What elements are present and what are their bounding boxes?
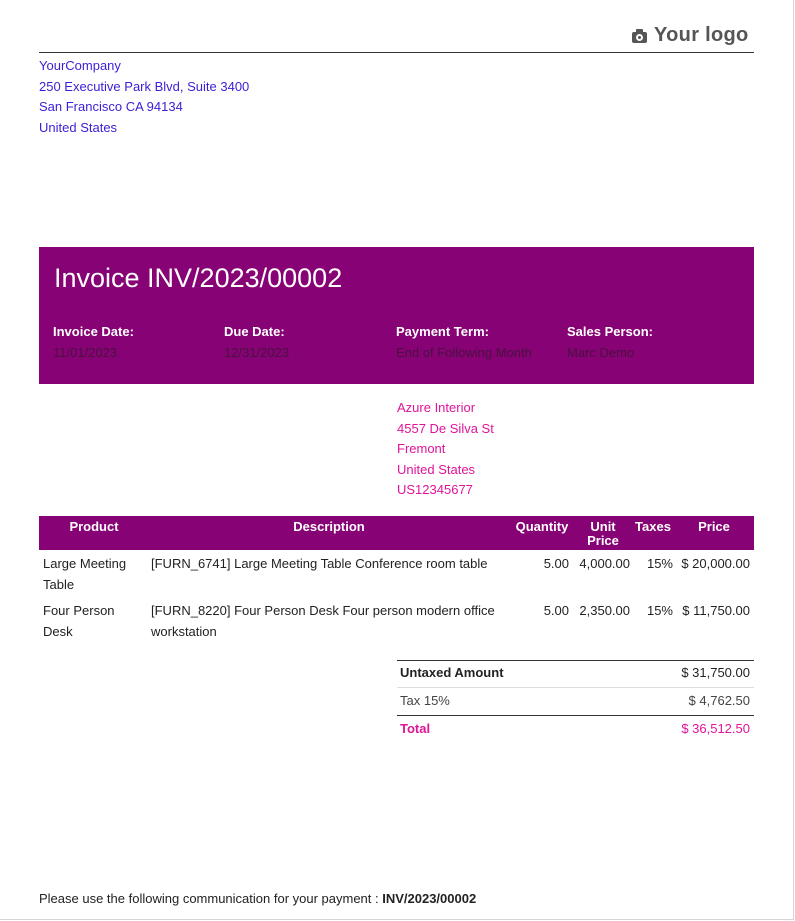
payment-term-label: Payment Term: <box>396 324 489 339</box>
row-description-line1: [FURN_8220] Four Person Desk Four person modern office <box>151 603 495 618</box>
row-product-line2: Table <box>43 577 75 592</box>
column-header-unit-price <box>576 520 630 548</box>
column-header-description: Description <box>293 519 365 534</box>
payment-reference: INV/2023/00002 <box>382 891 477 906</box>
totals-divider-mid <box>397 687 754 688</box>
total-value: $ 36,512.50 <box>681 721 750 736</box>
payment-communication-text: Please use the following communication for your payment : <box>39 891 383 906</box>
row-price: $ 20,000.00 <box>681 556 750 571</box>
row-product-line1: Four Person <box>43 603 115 618</box>
invoice-banner <box>39 247 754 384</box>
row-price: $ 11,750.00 <box>682 603 750 618</box>
invoice-title: Invoice INV/2023/00002 <box>54 263 343 293</box>
sales-person-value: Marc Demo <box>567 345 635 360</box>
row-description-line2: workstation <box>151 624 217 639</box>
row-quantity: 5.00 <box>543 603 569 618</box>
company-country: United States <box>39 119 118 135</box>
row-description <box>151 600 521 642</box>
sales-person-label: Sales Person: <box>567 324 653 339</box>
payment-term-field <box>396 324 566 360</box>
company-name: YourCompany <box>39 58 121 73</box>
untaxed-amount-label: Untaxed Amount <box>400 665 504 680</box>
due-date-value: 12/31/2023 <box>224 345 290 360</box>
due-date-field <box>224 324 394 360</box>
header-divider <box>39 52 754 53</box>
row-taxes: 15% <box>646 603 673 618</box>
invoice-date-value: 11/01/2023 <box>53 345 118 360</box>
row-product <box>43 553 143 595</box>
invoice-date-field <box>53 324 223 360</box>
untaxed-amount-value: $ 31,750.00 <box>681 665 750 680</box>
tax-label: Tax 15% <box>400 693 450 708</box>
company-street: 250 Executive Park Blvd, Suite 3400 <box>39 78 250 94</box>
row-quantity: 5.00 <box>543 556 569 571</box>
camera-icon <box>632 29 648 43</box>
customer-country: United States <box>397 461 476 477</box>
customer-vat: US12345677 <box>397 482 473 497</box>
totals-divider-bottom <box>397 715 754 716</box>
customer-street: 4557 De Silva St <box>397 420 494 436</box>
company-logo <box>632 24 749 47</box>
row-product <box>43 600 143 642</box>
column-header-unit-price-line1: Unit <box>590 519 616 534</box>
payment-term-value: End of Following Month <box>396 345 532 360</box>
column-header-unit-price-line2: Price <box>587 533 619 548</box>
column-header-quantity: Quantity <box>515 519 569 534</box>
row-taxes: 15% <box>646 556 673 571</box>
payment-communication <box>39 891 476 906</box>
company-address <box>39 56 249 138</box>
customer-name: Azure Interior <box>397 400 476 415</box>
totals-divider-top <box>397 660 754 661</box>
column-header-price: Price <box>698 519 730 534</box>
company-city: San Francisco CA 94134 <box>39 99 183 114</box>
invoice-date-label: Invoice Date: <box>53 324 134 339</box>
untaxed-amount-row <box>397 665 754 685</box>
total-row <box>397 721 754 741</box>
row-product-line1: Large Meeting <box>43 556 127 571</box>
row-unit-price: 2,350.00 <box>579 603 630 618</box>
customer-city: Fremont <box>397 441 446 456</box>
column-header-product: Product <box>69 519 119 534</box>
customer-address <box>397 398 494 501</box>
total-label: Total <box>400 721 431 736</box>
tax-value: $ 4,762.50 <box>688 693 750 708</box>
column-header-taxes: Taxes <box>635 519 671 534</box>
logo-text: Your logo <box>654 24 749 46</box>
row-unit-price: 4,000.00 <box>579 556 630 571</box>
row-product-line2: Desk <box>43 624 73 639</box>
tax-row <box>397 693 754 713</box>
invoice-lines-header <box>39 516 754 550</box>
row-description: [FURN_6741] Large Meeting Table Conference room table <box>151 556 488 571</box>
sales-person-field <box>567 324 737 360</box>
due-date-label: Due Date: <box>224 324 285 339</box>
